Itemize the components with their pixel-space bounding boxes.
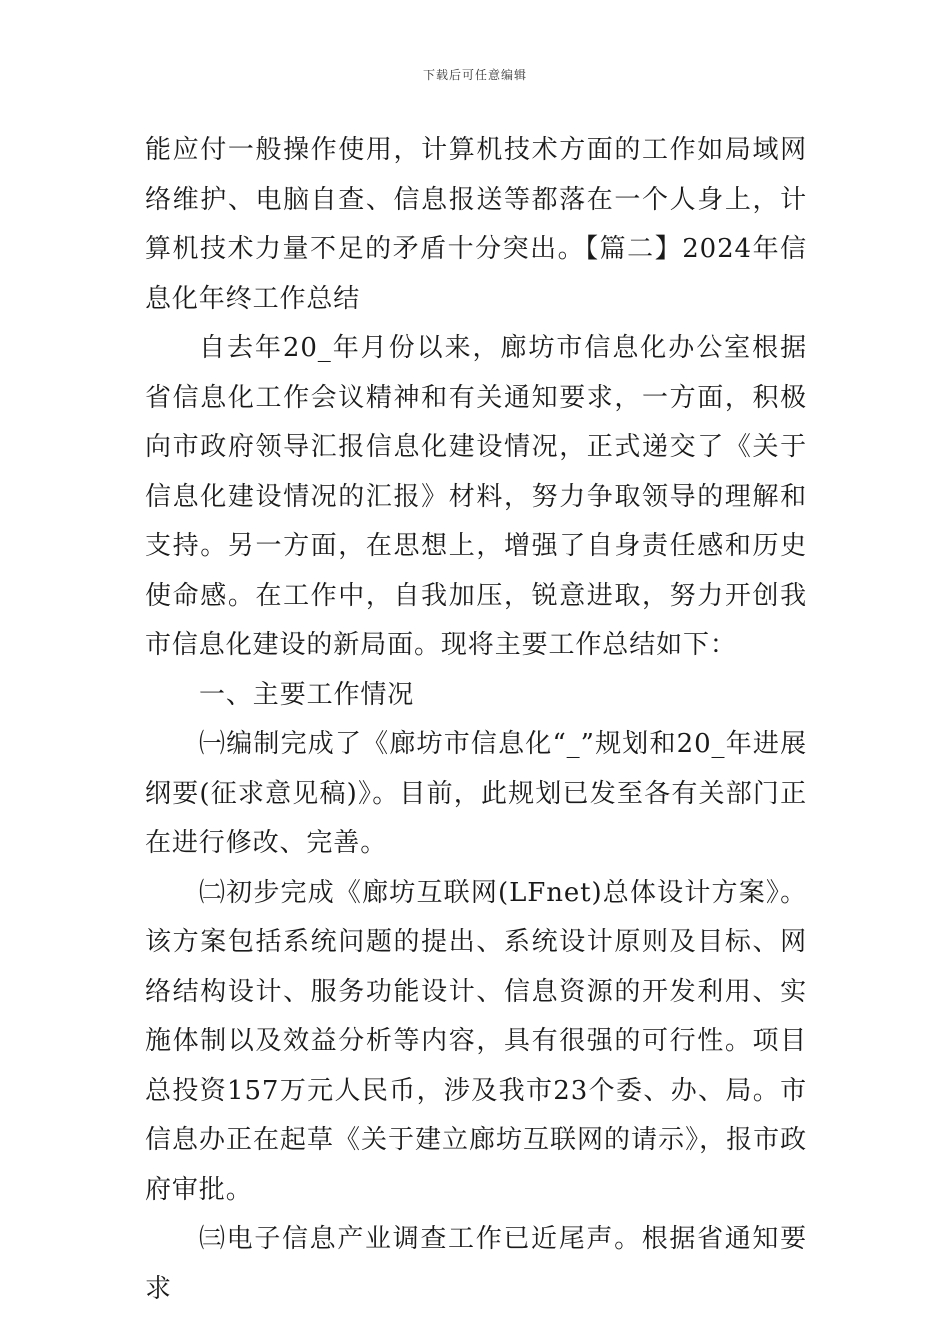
page-header: 下载后可任意编辑 <box>422 68 527 82</box>
paragraph-item-3: ㈢电子信息产业调查工作已近尾声。根据省通知要求 <box>145 1224 807 1304</box>
paragraph-intro: 自去年20_年月份以来，廊坊市信息化办公室根据省信息化工作会议精神和有关通知要求，一方面，积极向市政府领导汇报信息化建设情况，正式递交了《关于信息化建设情况的汇报》材料，努力争取领导的理解和支持。另一方面，在思想上，增强了自身责任感和历史使命感。在工作中，自我加压，锐意进取，努力开创我市信息化建设的新局面。现将主要工作总结如下： <box>145 333 807 660</box>
paragraph-continuation: 能应付一般操作使用，计算机技术方面的工作如局域网络维护、电脑自查、信息报送等都落在一个人身上，计算机技术力量不足的矛盾十分突出。【篇二】2024年信息化年终工作总结 <box>145 135 807 314</box>
paragraph-item-1: ㈠编制完成了《廊坊市信息化“_”规划和20_年进展纲要(征求意见稿)》。目前，此规划已发至各有关部门正在进行修改、完善。 <box>145 729 807 858</box>
section-heading: 一、主要工作情况 <box>199 679 415 710</box>
document-body <box>145 126 807 1314</box>
paragraph-item-2: ㈡初步完成《廊坊互联网(LFnet)总体设计方案》。该方案包括系统问题的提出、系统设计原则及目标、网络结构设计、服务功能设计、信息资源的开发利用、实施体制以及效益分析等内容，具有很强的可行性。项目总投资157万元人民币，涉及我市23个委、办、局。市信息办正在起草《关于建立廊坊互联网的请示》，报市政府审批。 <box>145 877 807 1205</box>
